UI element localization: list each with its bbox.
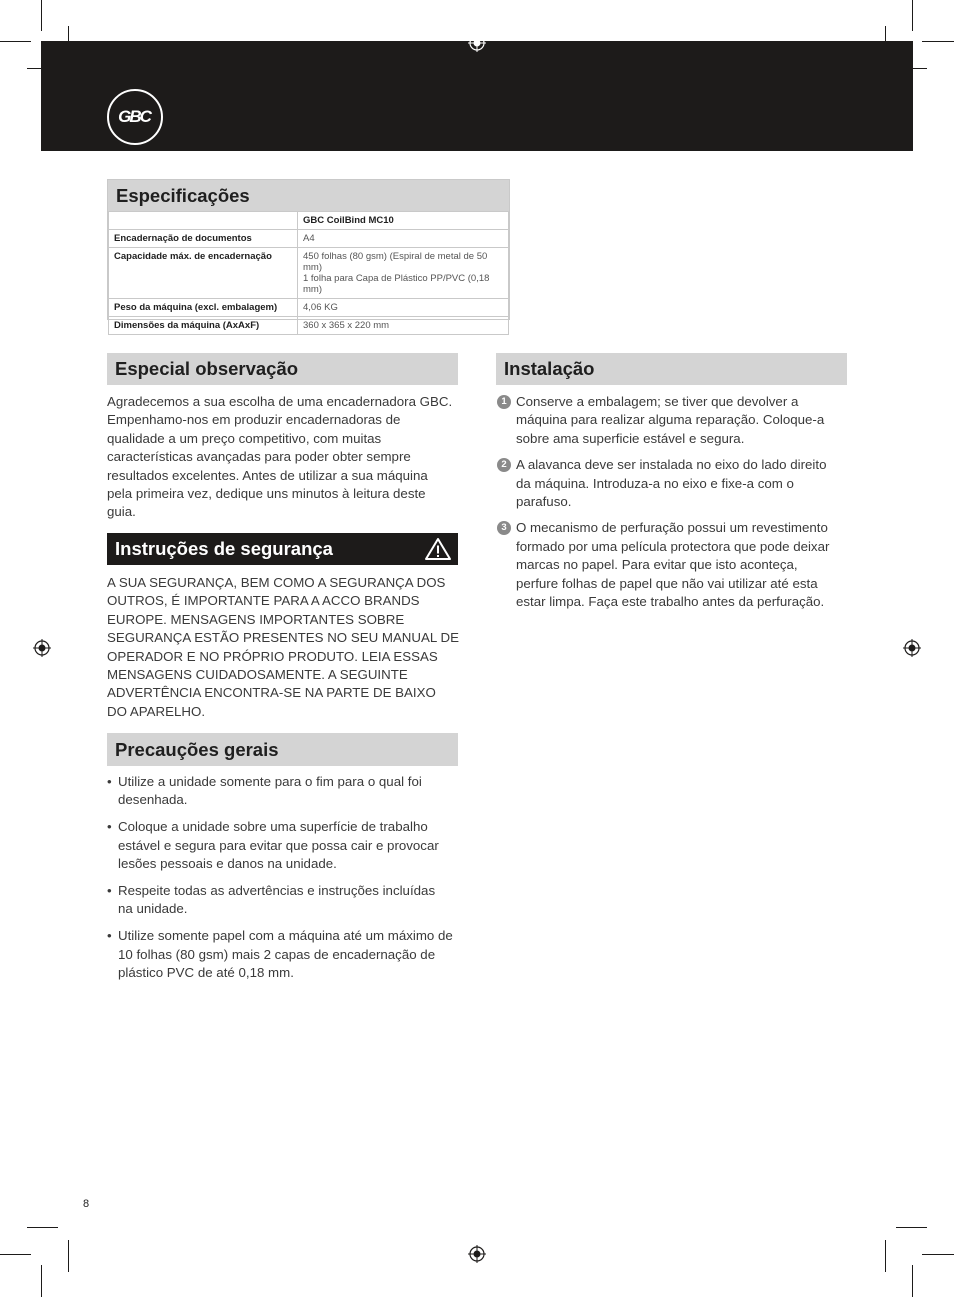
safety-heading [107,533,458,565]
crop-mark [922,41,954,42]
list-item: • Respeite todas as advertências e instruções incluídas na unidade. [107,882,453,919]
table-row [109,299,509,317]
table-row [109,317,509,335]
safety-heading-label: Instruções de segurança [115,538,333,559]
step-number: 1 [497,395,511,409]
model-header: GBC CoilBind MC10 [298,212,509,230]
step-number: 2 [497,458,511,472]
safety-text: A SUA SEGURANÇA, BEM COMO A SEGURANÇA DOS OUTROS, É IMPORTANTE PARA A ACCO BRANDS EUROPE. MENSAGENS IMPORTANTES SOBRE SEGURANÇA ESTÃO PRESENTES NO SEU MANUAL DE OPERADOR E NO PRÓPRIO PRODUTO. LEIA ESSAS MENSAGENS CUIDADOSAMENTE. A SEGUINTE ADVERTÊNCIA ENCONTRA-SE NA PARTE DE BAIXO DO APARELHO. [107,575,459,719]
page-number: 8 [83,1198,90,1210]
installation-heading: Instalação [496,353,847,385]
crop-mark [912,0,913,31]
registration-mark-icon [903,639,921,657]
specs-heading: Especificações [108,180,509,211]
crop-mark [0,1254,31,1255]
table-cell: Peso da máquina (excl. embalagem) [109,299,298,317]
table-row [109,230,509,248]
step-text: Conserve a embalagem; se tiver que devolver a máquina para realizar alguma reparação. Coloque-a sobre ama superficie estável e segura. [516,394,825,446]
list-item: • Utilize a unidade somente para o fim para o qual foi desenhada. [107,773,453,810]
crop-mark [41,0,42,31]
special-heading: Especial observação [107,353,458,385]
table-cell-line: 450 folhas (80 gsm) (Espiral de metal de 50 mm) [303,251,488,273]
table-cell: 4,06 KG [298,299,509,317]
table-cell: 360 x 365 x 220 mm [298,317,509,335]
step-text: A alavanca deve ser instalada no eixo do lado direito da máquina. Introduza-a no eixo e fixe-a com o parafuso. [516,457,827,510]
step-number: 3 [497,521,511,535]
crop-mark [885,1240,886,1272]
step-item [497,519,837,611]
crop-mark [896,1227,927,1228]
table-cell: A4 [298,230,509,248]
table-cell: Encadernação de documentos [109,230,298,248]
crop-mark [68,1240,69,1272]
step-item [497,456,837,511]
list-item: • Utilize somente papel com a máquina até um máximo de 10 folhas (80 gsm) mais 2 capas de encadernação de plástico PVC de até 0,18 mm. [107,927,453,982]
special-text: Agradecemos a sua escolha de uma encadernadora GBC. Empenhamo-nos em produzir encadernadoras de qualidade a um preço competitivo, com muitas características avançadas para poder obter sempre resultados excelentes. Antes de utilizar a sua máquina pela primeira vez, dedique uns minutos à leitura deste guia. [107,394,453,520]
precautions-heading: Precauções gerais [107,733,458,766]
crop-mark [912,1265,913,1297]
specs-table [108,211,509,335]
crop-mark [27,1227,58,1228]
list-item: • Coloque a unidade sobre uma superfície de trabalho estável e segura para evitar que possa cair e provocar lesões pessoais e danos na unidade. [107,818,453,873]
crop-mark [41,1265,42,1297]
precautions-list [107,773,453,991]
gbc-logo: GBC [107,89,163,145]
registration-mark-icon [468,1245,486,1263]
table-row [109,248,509,299]
table-cell [298,248,509,299]
registration-mark-icon [33,639,51,657]
step-text: O mecanismo de perfuração possui um revestimento formado por uma película protectora que pode deixar marcas no papel. Para evitar que isto aconteça, perfure folhas de papel que não vai utilizar até esta estar limpa. Faça este trabalho antes da perfuração. [516,520,830,610]
table-cell-line: 1 folha para Capa de Plástico PP/PVC (0,18 mm) [303,273,490,295]
header-band [41,41,913,151]
table-row [109,212,509,230]
step-item [497,393,837,448]
warning-icon [424,537,452,561]
table-cell [109,212,298,230]
table-cell: Capacidade máx. de encadernação [109,248,298,299]
registration-mark-icon [468,34,486,52]
crop-mark [0,41,31,42]
installation-steps [497,393,837,619]
table-cell: Dimensões da máquina (AxAxF) [109,317,298,335]
crop-mark [922,1254,954,1255]
